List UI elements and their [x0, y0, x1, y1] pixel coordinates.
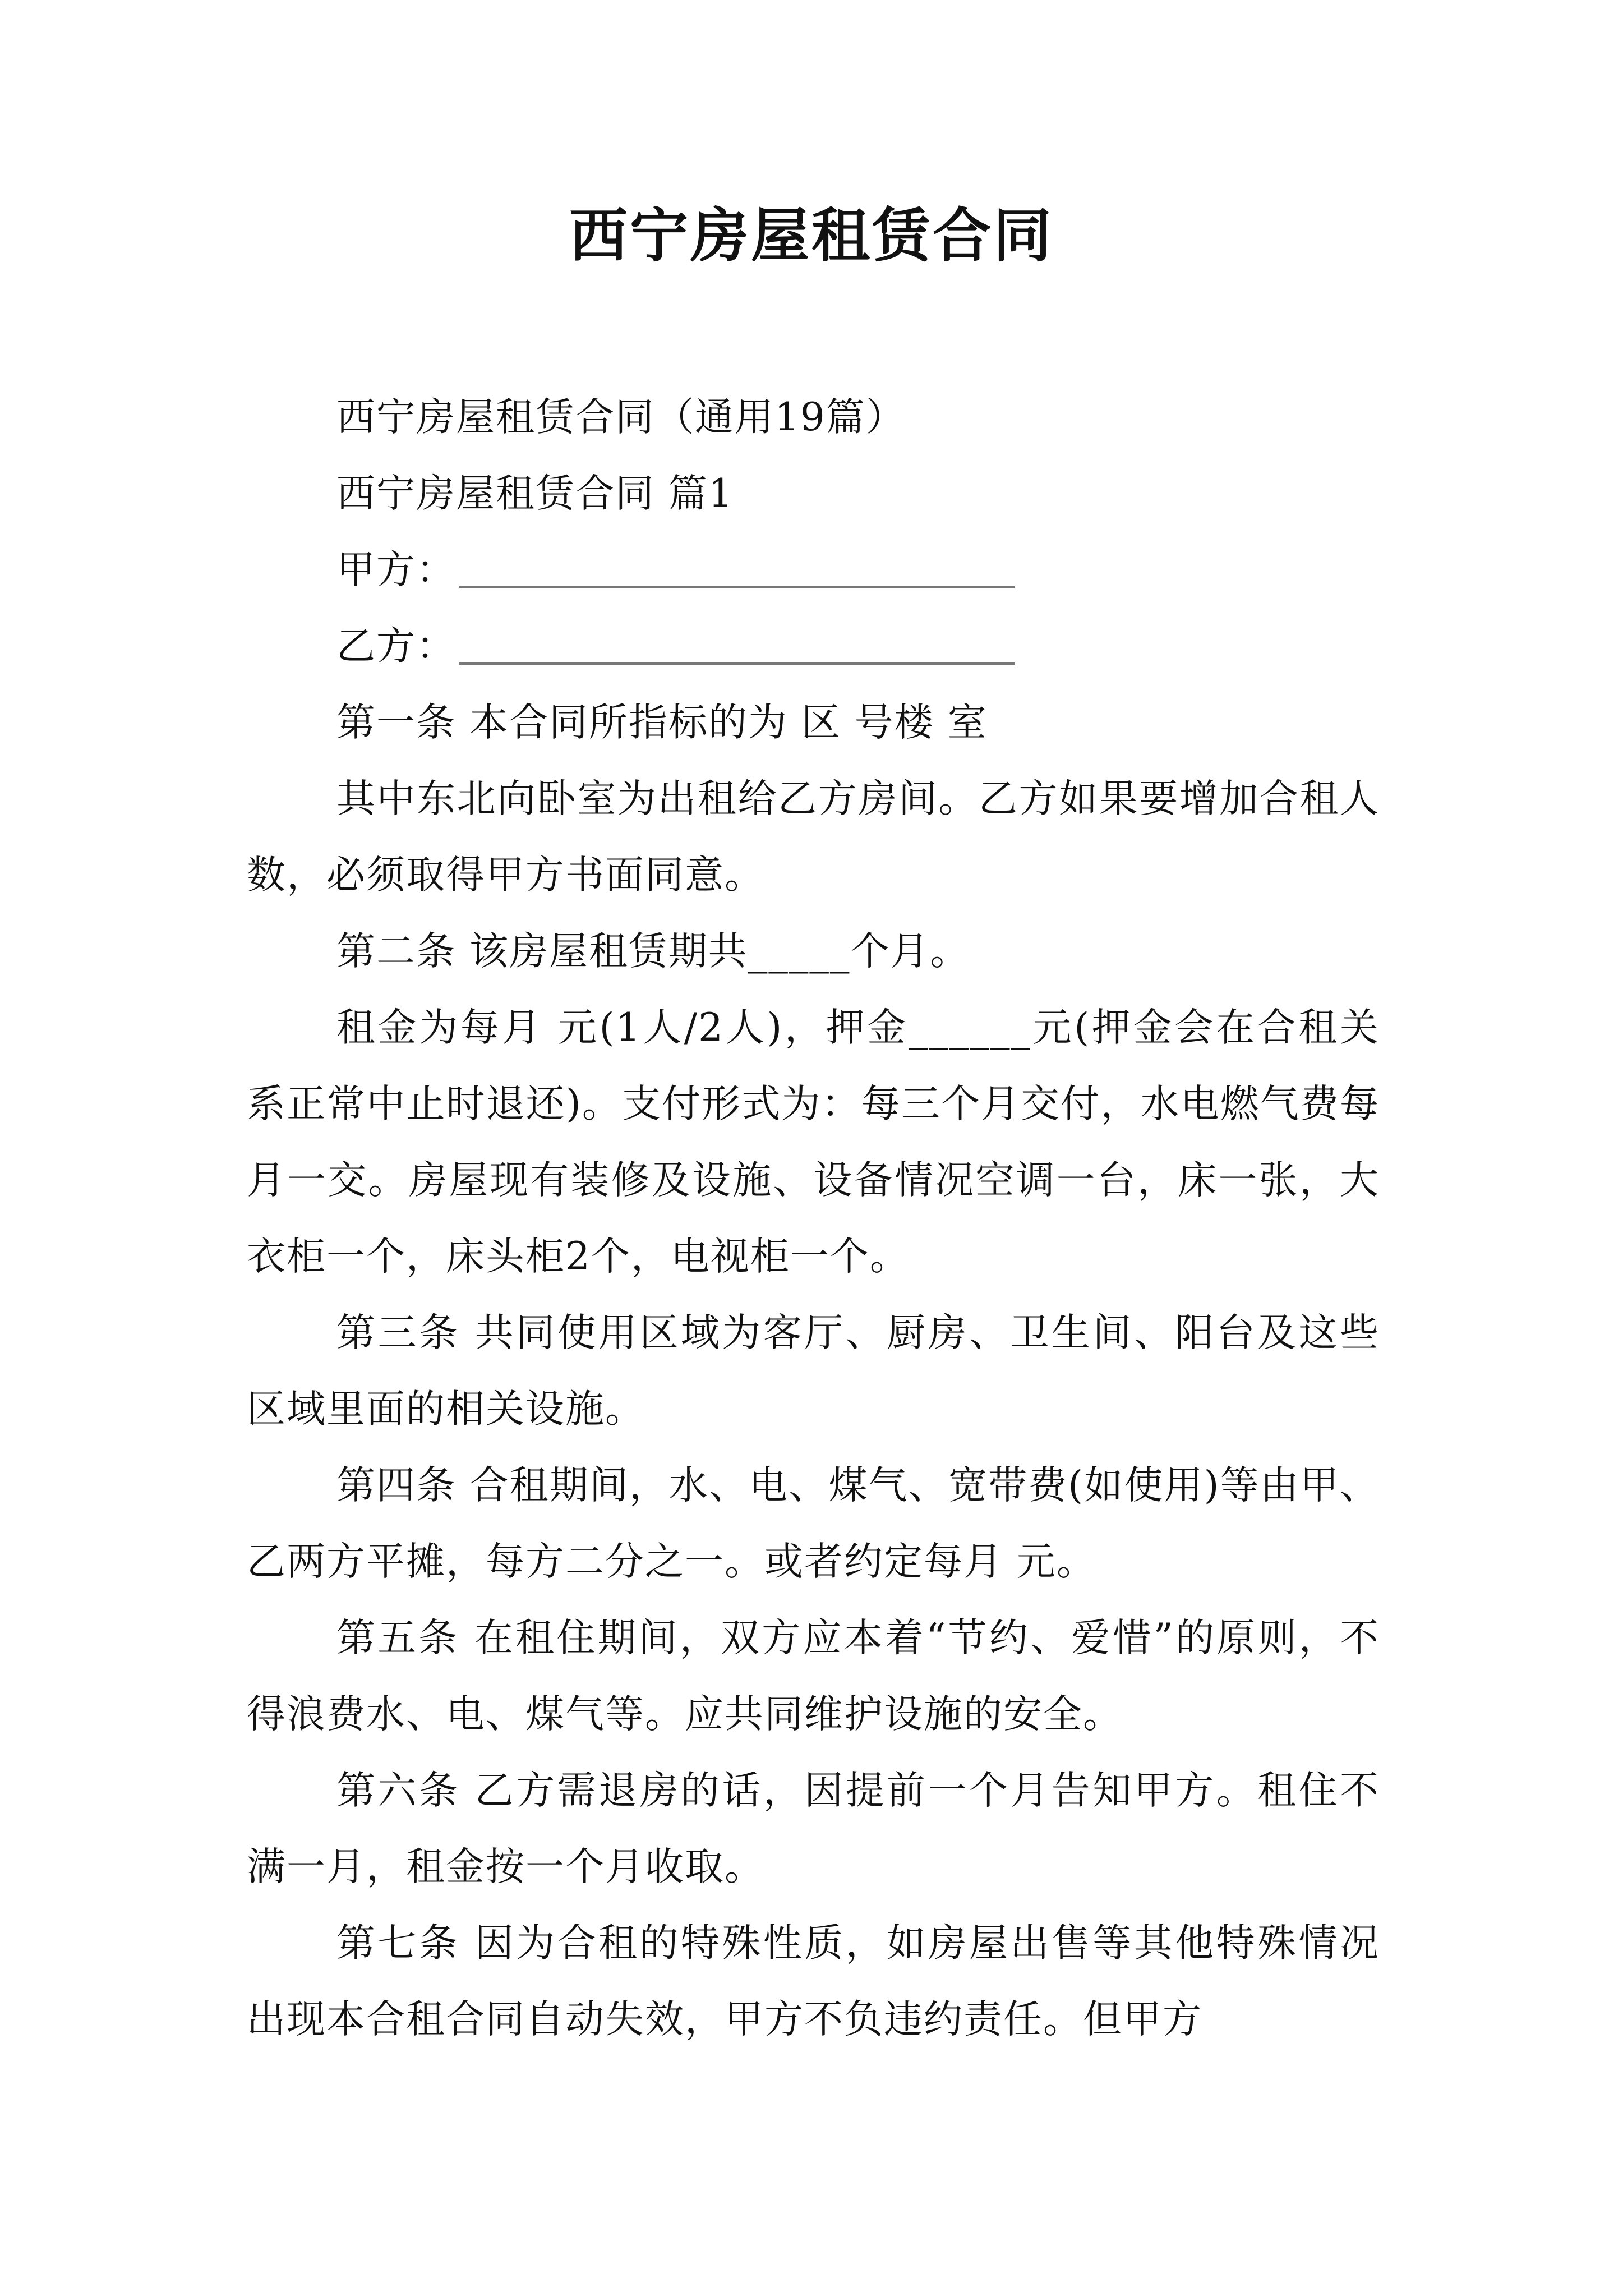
- clause-3: 第三条 共同使用区域为客厅、厨房、卫生间、阳台及这些区域里面的相关设施。: [247, 1310, 1380, 1432]
- clause-5: 第五条 在租住期间，双方应本着“节约、爱惜”的原则，不得浪费水、电、煤气等。应共同维护设施的安全。: [247, 1616, 1380, 1737]
- clause-2: 第二条 该房屋租赁期共_____个月。: [336, 929, 970, 974]
- clause-6: 第六条 乙方需退房的话，因提前一个月告知甲方。租住不满一月，租金按一个月收取。: [247, 1768, 1380, 1889]
- clause-1-detail: 其中东北向卧室为出租给乙方房间。乙方如果要增加合租人数，必须取得甲方书面同意。: [247, 776, 1380, 898]
- party-a-row: [247, 532, 1380, 608]
- clause-1: 第一条 本合同所指标的为 区 号楼 室: [336, 700, 988, 745]
- document-title: 西宁房屋租赁合同: [569, 201, 1054, 270]
- party-b-blank-line: [459, 662, 1015, 665]
- document-subtitle: 西宁房屋租赁合同（通用19篇）: [336, 395, 906, 440]
- clause-2-detail: 租金为每月 元(1人/2人)，押金______元(押金会在合租关系正常中止时退还)。支付形式为：每三个月交付，水电燃气费每月一交。房屋现有装修及设施、设备情况空调一台，床一张，大衣柜一个，床头柜2个，电视柜一个。: [247, 1005, 1380, 1279]
- party-b-row: [247, 608, 1380, 684]
- party-b-label: 乙方：: [336, 624, 456, 669]
- clause-7: 第七条 因为合租的特殊性质，如房屋出售等其他特殊情况出现本合租合同自动失效，甲方不负违约责任。但甲方: [247, 1921, 1380, 2042]
- document-body: [247, 379, 1380, 2058]
- clause-4: 第四条 合租期间，水、电、煤气、宽带费(如使用)等由甲、乙两方平摊，每方二分之一。或者约定每月 元。: [247, 1463, 1380, 1584]
- section-heading: 西宁房屋租赁合同 篇1: [336, 471, 734, 516]
- party-a-label: 甲方：: [336, 547, 456, 592]
- party-a-blank-line: [459, 586, 1015, 588]
